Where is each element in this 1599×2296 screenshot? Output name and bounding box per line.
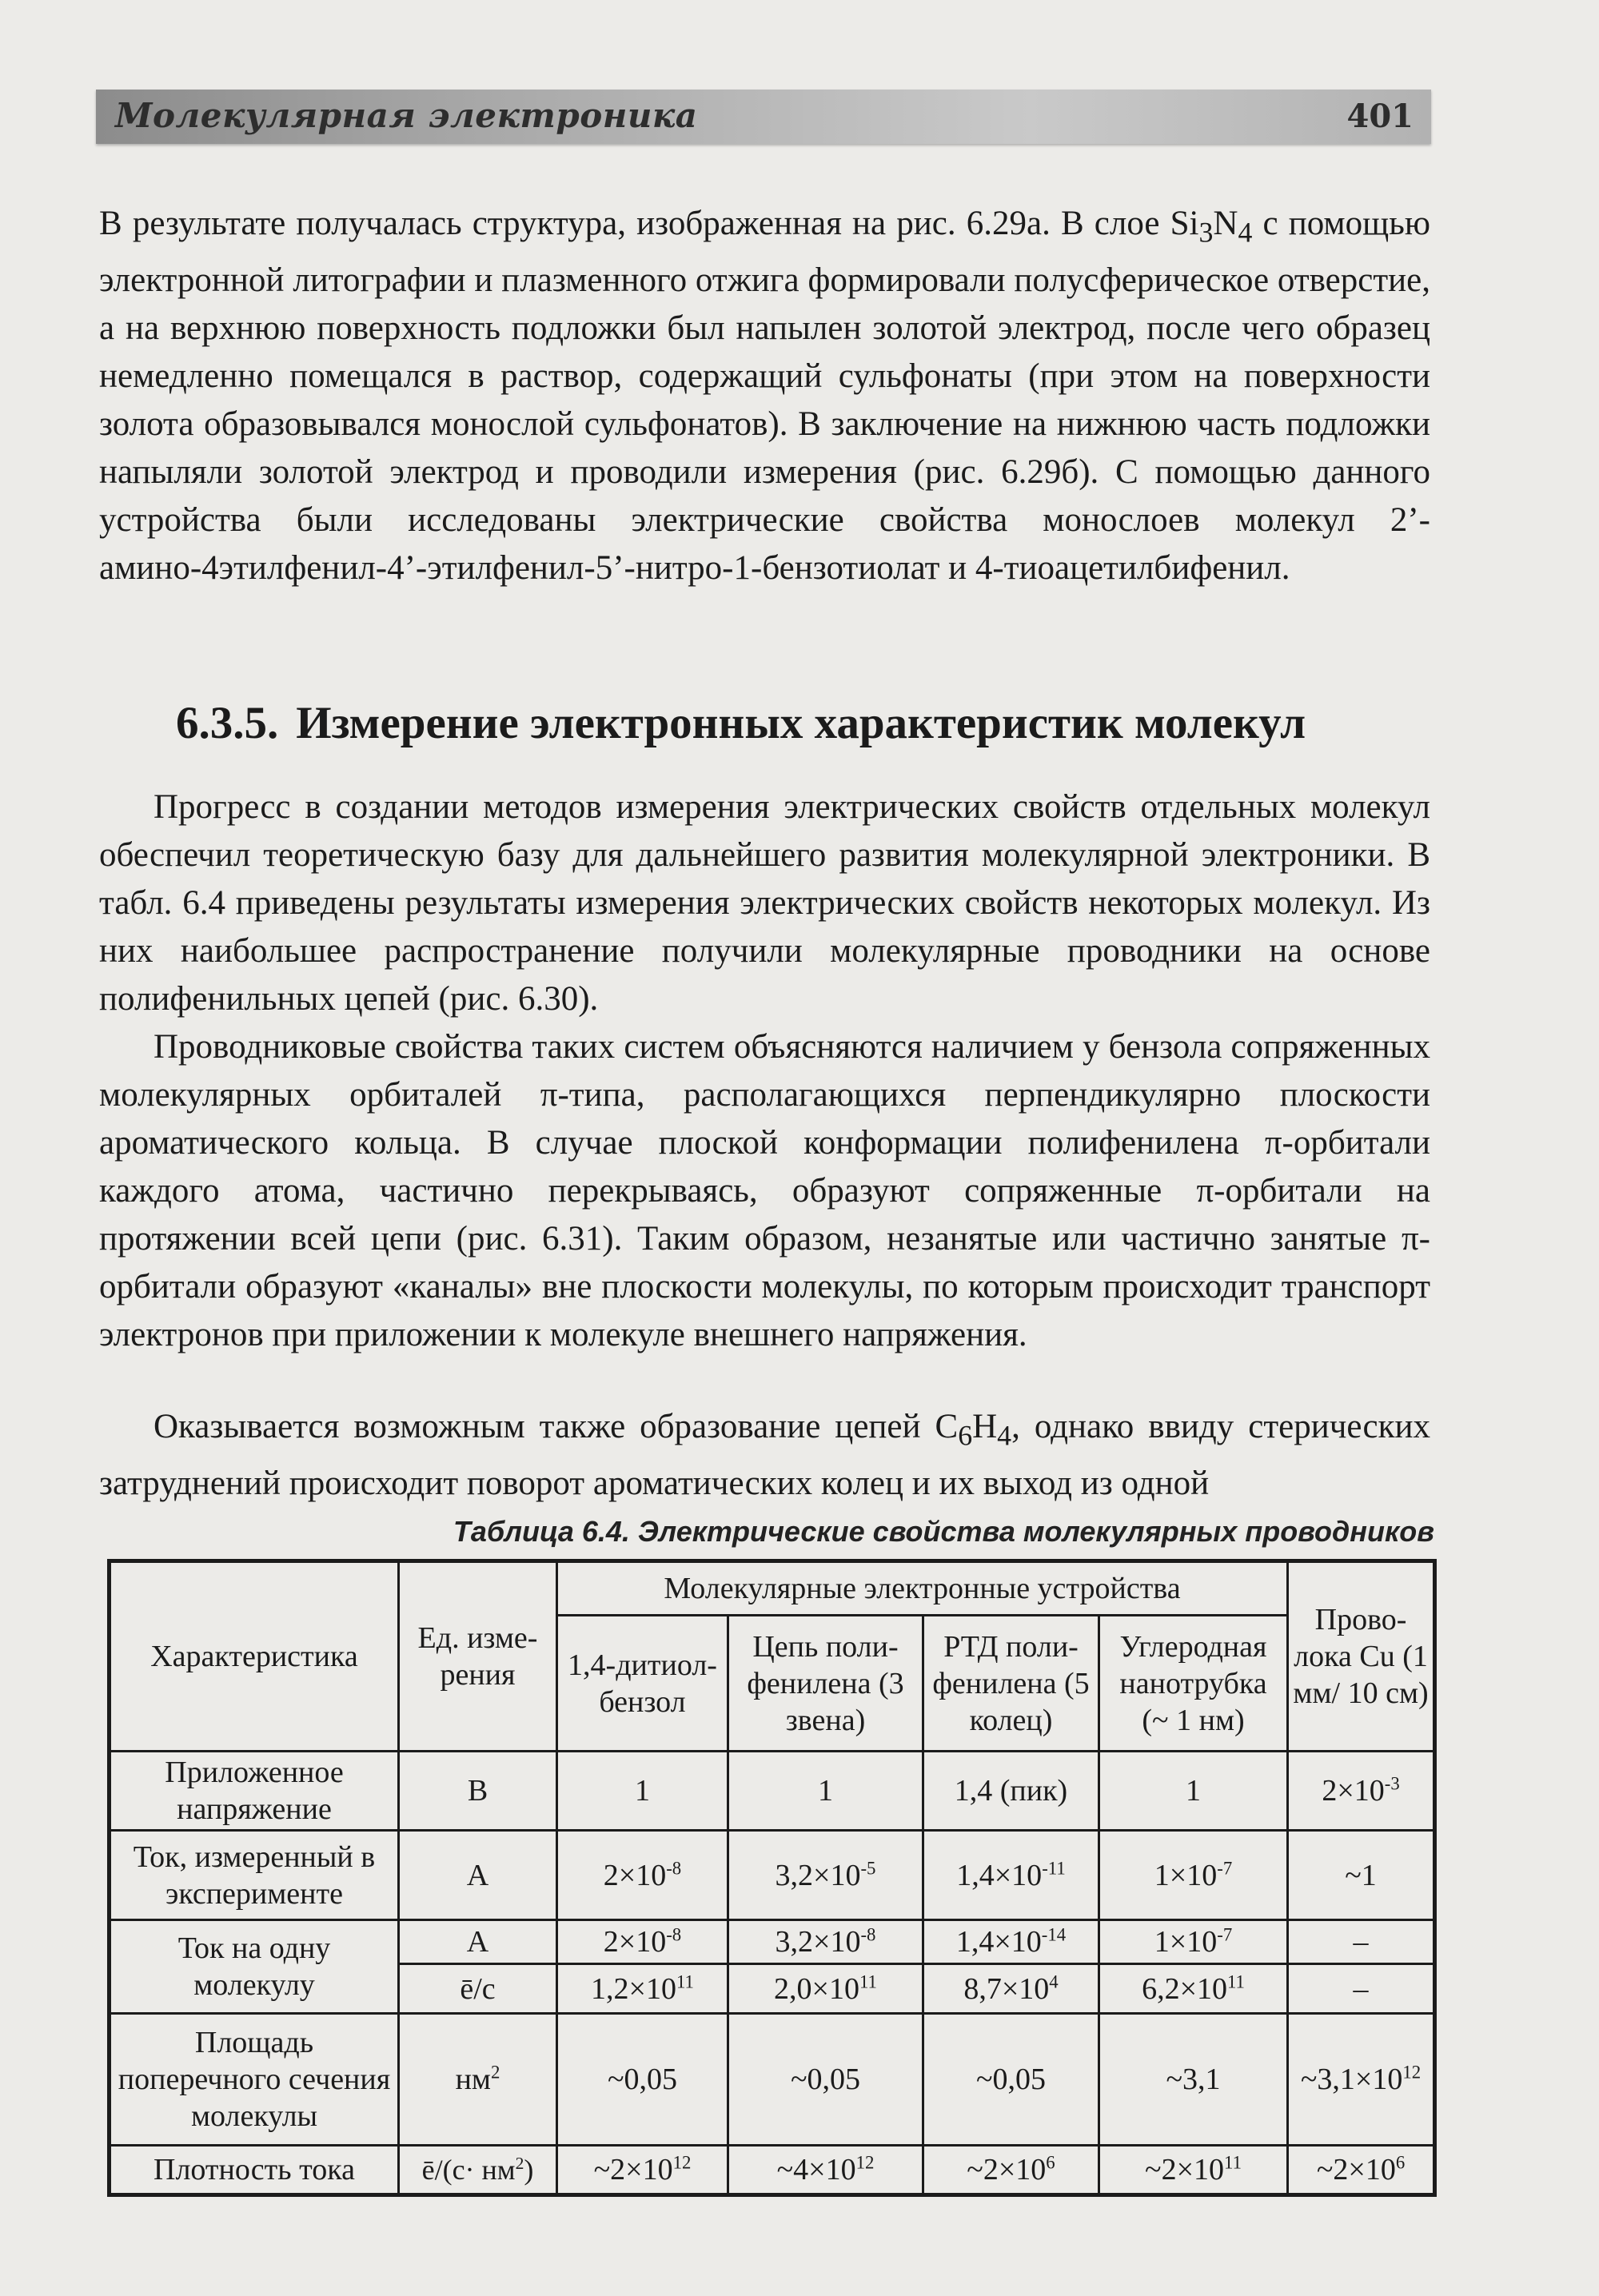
paragraph-2: Прогресс в создании методов измерения электрических свойств отдельных молекул обеспечил теоретическую базу для дальнейшего развития молекулярной электроники. В табл. 6.4 приведены результаты измерения электрических свойств некоторых молекул. Из них наибольшее распространение получили молекулярные проводники на основе полифенильных цепей (рис. 6.30).: [99, 788, 1430, 1018]
table-row: [110, 1752, 1435, 1831]
row-unit: [399, 2146, 557, 2195]
row-label: Площадь поперечного сечения молекулы: [110, 2014, 399, 2146]
unit-base: нм: [455, 2063, 491, 2096]
table-cell: [557, 1831, 728, 1920]
table-cell: [1099, 1920, 1288, 1964]
table-header-row: [110, 1561, 1435, 1616]
header-characteristic: Характеристика: [110, 1561, 399, 1752]
paragraph-3: Проводниковые свойства таких систем объясняются наличием у бензола сопряженных молекулярных орбиталей π-типа, располагающихся перпендикулярно плоскости ароматического кольца. В случае плоской конформации полифенилена π-орбитали каждого атома, частично перекрываясь, образуют сопряженные π-орбитали на протяжении всей цепи (рис. 6.31). Таким образом, незанятые или частично занятые π-орбитали образуют «каналы» вне плоскости молекулы, по которым происходит транспорт электронов при приложении к молекуле внешнего напряжения.: [99, 1028, 1430, 1353]
value-exponent: -3: [1384, 1773, 1400, 1794]
value-exponent: 12: [1402, 2062, 1422, 2083]
table-cell: 1: [557, 1752, 728, 1831]
row-unit: А: [399, 1831, 557, 1920]
value-exponent: 6: [1046, 2152, 1055, 2173]
value-exponent: -8: [860, 1924, 876, 1945]
value-exponent: -8: [666, 1924, 682, 1945]
row-label: Ток на одну молекулу: [110, 1920, 399, 2014]
header-copper: Прово-лока Cu (1 мм/ 10 см): [1288, 1561, 1435, 1752]
table-cell: [1288, 2146, 1435, 2195]
page-number: 401: [1346, 98, 1414, 135]
table-cell: –: [1288, 1964, 1435, 2014]
section-title: Измерение электронных характеристик молекул: [296, 698, 1306, 748]
row-unit: [399, 2014, 557, 2146]
table-row: [110, 1920, 1435, 1964]
value-exponent: -11: [1042, 1857, 1066, 1878]
header-polyphenylene-3: Цепь поли-фенилена (3 звена): [728, 1616, 923, 1752]
table-cell: [557, 1964, 728, 2014]
paragraph-4-text-b: H: [972, 1408, 998, 1445]
subscript: 3: [1198, 216, 1214, 249]
row-unit: В: [399, 1752, 557, 1831]
table-cell: [1099, 2146, 1288, 2195]
value-base: ~2×10: [593, 2153, 673, 2186]
value-exponent: -8: [666, 1857, 682, 1878]
table-row: [110, 1831, 1435, 1920]
running-header: [96, 90, 1431, 144]
table-cell: [728, 2146, 923, 2195]
row-unit: ē/с: [399, 1964, 557, 2014]
table-cell: [1288, 2014, 1435, 2146]
value-exponent: -14: [1041, 1924, 1067, 1945]
table-cell: [728, 1964, 923, 2014]
header-rtd: РТД поли-фенилена (5 колец): [923, 1616, 1099, 1752]
table-cell: 1: [1099, 1752, 1288, 1831]
running-title: Молекулярная электроника: [115, 96, 698, 135]
value-base: 1×10: [1154, 1925, 1218, 1959]
header-devices-group: Молекулярные электронные устройства: [557, 1561, 1288, 1616]
unit-exponent: 2: [515, 2154, 524, 2173]
table-cell: [923, 1964, 1099, 2014]
table-cell: [728, 1920, 923, 1964]
table-cell: [923, 2146, 1099, 2195]
value-base: ~2×10: [967, 2153, 1047, 2186]
table-cell: ~1: [1288, 1831, 1435, 1920]
value-base: 1×10: [1154, 1858, 1218, 1892]
table-cell: ~3,1: [1099, 2014, 1288, 2146]
value-exponent: 11: [1224, 2152, 1242, 2173]
value-exponent: 12: [855, 2152, 875, 2173]
table-row: [110, 2146, 1435, 2195]
table-cell: ~0,05: [923, 2014, 1099, 2146]
subscript: 4: [1238, 216, 1253, 249]
paragraph-4-text-c: , однако ввиду стерических затруднений происходит поворот ароматических колец и их выход из одной: [99, 1408, 1430, 1502]
table-row: [110, 2014, 1435, 2146]
value-base: ~4×10: [776, 2153, 856, 2186]
section-heading: [176, 697, 1306, 749]
paragraph-4-text-a: Оказывается возможным также образование цепей C: [154, 1408, 959, 1445]
value-base: 2×10: [603, 1858, 667, 1892]
value-exponent: 11: [859, 1971, 877, 1991]
table-cell: [1099, 1964, 1288, 2014]
table-cell: ~0,05: [728, 2014, 923, 2146]
value-base: 2×10: [603, 1925, 667, 1959]
section-number: 6.3.5.: [176, 698, 279, 748]
value-exponent: 4: [1049, 1971, 1059, 1991]
value-exponent: -7: [1217, 1924, 1233, 1945]
value-exponent: 11: [1227, 1971, 1245, 1991]
value-base: 1,4×10: [956, 1858, 1043, 1892]
unit-base: ē/(с· нм: [421, 2154, 516, 2186]
table-cell: [557, 2146, 728, 2195]
subscript: 4: [997, 1419, 1012, 1452]
header-dithiol: 1,4-дитиол-бензол: [557, 1616, 728, 1752]
value-base: 3,2×10: [775, 1858, 861, 1892]
table-cell: 1,4 (пик): [923, 1752, 1099, 1831]
table-cell: [923, 1920, 1099, 1964]
value-base: 8,7×10: [963, 1971, 1050, 2006]
paragraph-4: [99, 1403, 1430, 1508]
value-exponent: -7: [1217, 1857, 1233, 1878]
header-unit: Ед. изме-рения: [399, 1561, 557, 1752]
table-caption: Таблица 6.4. Электрические свойства молекулярных проводников: [453, 1515, 1434, 1548]
paragraph-1-text-c: с помощью электронной литографии и плазменного отжига формировали полусферическое отверстие, а на верхнюю поверхность подложки был напылен золотой электрод, после чего образец немедленно помещался в раствор, содержащий сульфонаты (при этом на поверхности золота образовывался монослой сульфонатов). В заключение на нижнюю часть подложки напыляли золотой электрод и проводили измерения (рис. 6.29б). С помощью данного устройства были исследованы электрические свойства монослоев молекул 2’-амино-4этилфенил-4’-этилфенил-5’-нитро-1-бензотиолат и 4-тиоацетилбифенил.: [99, 205, 1430, 587]
paragraph-1-text-a: В результате получалась структура, изображенная на рис. 6.29а. В слое Si: [99, 205, 1199, 242]
value-base: 1,4×10: [955, 1925, 1042, 1959]
table-cell: –: [1288, 1920, 1435, 1964]
value-base: 3,2×10: [775, 1925, 861, 1959]
value-base: 1,2×10: [591, 1971, 676, 2006]
value-base: ~2×10: [1316, 2153, 1396, 2186]
table-cell: [557, 1920, 728, 1964]
properties-table: [107, 1559, 1437, 2197]
header-nanotube: Углеродная нанотрубка (~ 1 нм): [1099, 1616, 1288, 1752]
unit-end: ): [524, 2154, 534, 2186]
value-base: 2×10: [1322, 1774, 1385, 1808]
paragraph-1: [99, 200, 1430, 592]
table-cell: 1: [728, 1752, 923, 1831]
value-base: ~3,1×10: [1300, 2063, 1403, 2096]
row-unit: А: [399, 1920, 557, 1964]
table-cell: [728, 1831, 923, 1920]
unit-exponent: 2: [490, 2062, 500, 2083]
value-exponent: -5: [860, 1857, 876, 1878]
value-base: 6,2×10: [1142, 1971, 1227, 2006]
table-cell: [1288, 1752, 1435, 1831]
value-base: ~2×10: [1145, 2153, 1225, 2186]
subscript: 6: [958, 1419, 973, 1452]
value-exponent: 12: [672, 2152, 692, 2173]
row-label: Приложенное напряжение: [110, 1752, 399, 1831]
value-base: 2,0×10: [774, 1971, 859, 2006]
table-cell: ~0,05: [557, 2014, 728, 2146]
paragraph-1-text-b: N: [1213, 205, 1238, 242]
table-cell: [1099, 1831, 1288, 1920]
row-label: Ток, измеренный в эксперименте: [110, 1831, 399, 1920]
value-exponent: 11: [676, 1971, 694, 1991]
row-label: Плотность тока: [110, 2146, 399, 2195]
value-exponent: 6: [1395, 2152, 1406, 2173]
table-cell: [923, 1831, 1099, 1920]
